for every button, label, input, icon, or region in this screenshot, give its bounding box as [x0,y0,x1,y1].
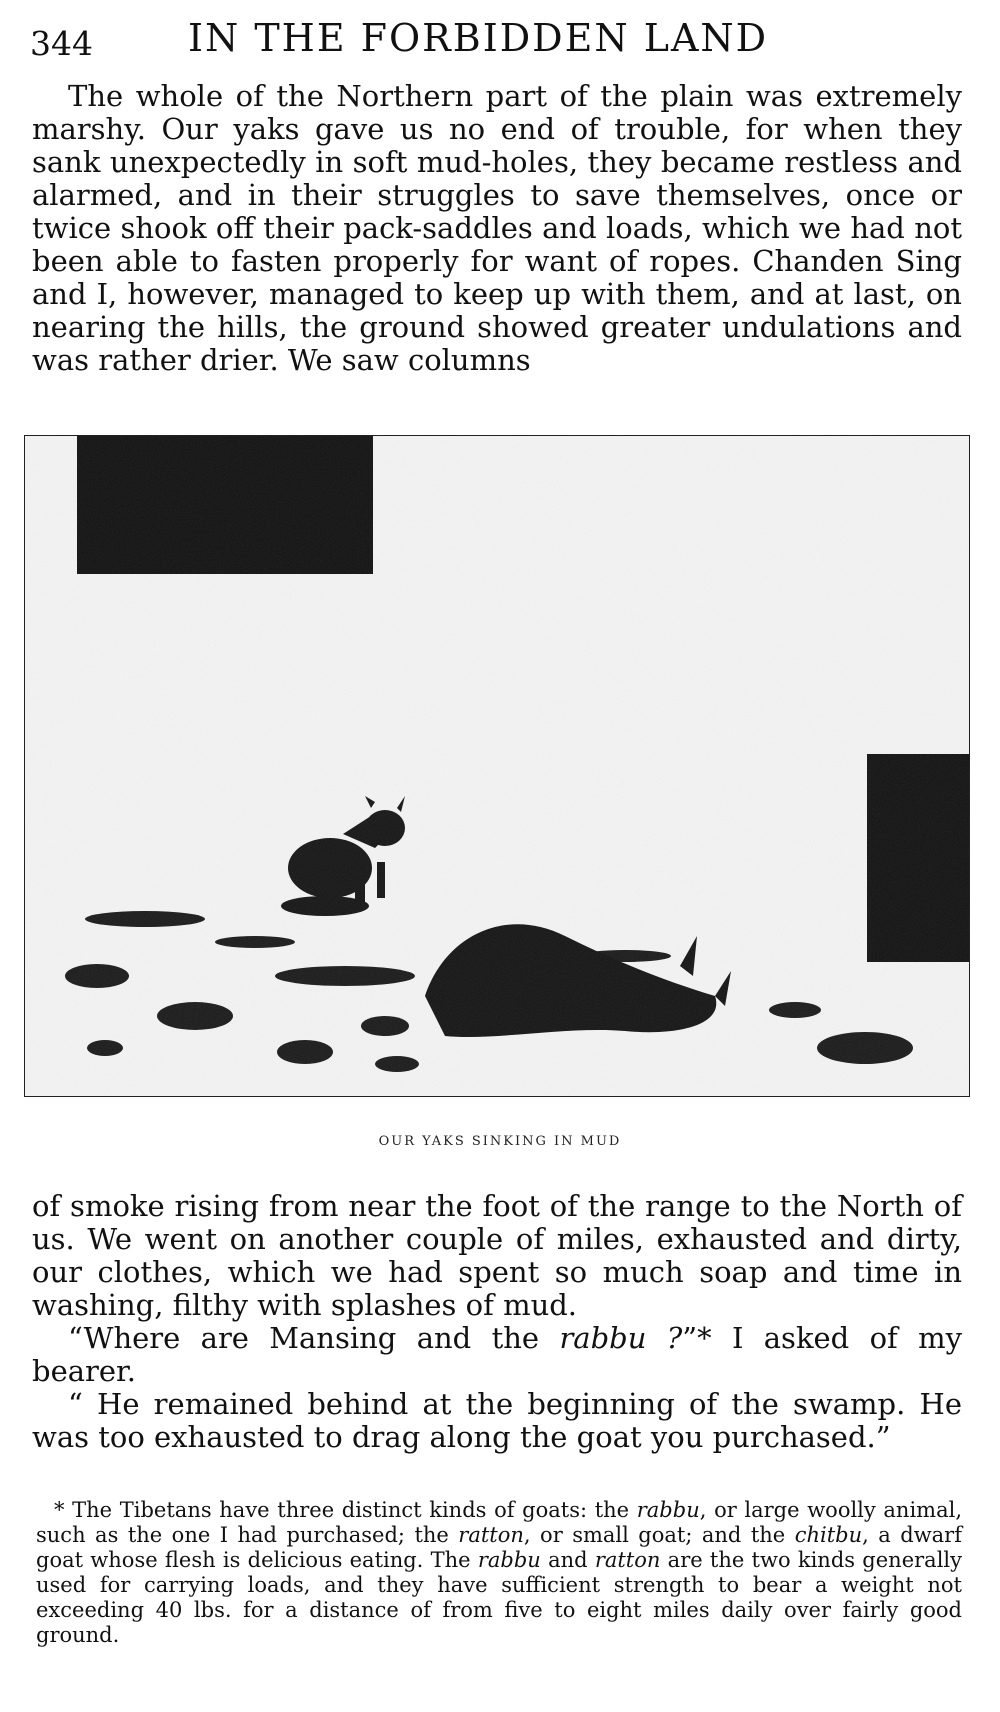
footnote-part-6: are the two kinds generally used for carrying loads, and they have sufficient strength to bear a weight not exceeding 40 lbs. for a distance of from five to eight miles daily over fairly good ground. [36,1548,962,1647]
body-text-bottom [32,1190,962,1454]
footnote-term-rabbu: rabbu [636,1498,700,1522]
footnote-part-4: , a dwarf goat whose flesh is delicious eating. The [36,1523,962,1572]
photo-grain [25,436,969,1096]
footnote-part-3: , or small goat; and the [523,1523,795,1547]
footnote-paragraph [36,1498,962,1648]
photograph-yaks-in-mud [24,435,970,1097]
footnote-term-chitbu: chitbu [794,1523,863,1547]
photograph-illustration [25,436,969,1096]
paragraph-marsh: The whole of the Northern part of the plain was extremely marshy. Our yaks gave us no end of trouble, for when they sank unexpectedly in soft mud-holes, they became restless and alarmed, and in their struggles to save themselves, once or twice shook off their pack-saddles and loads, which we had not been able to fasten properly for want of ropes. Chanden Sing and I, however, managed to keep up with them, and at last, on nearing the hills, the ground showed greater undulations and was rather drier. We saw columns [32,79,962,377]
running-title: IN THE FORBIDDEN LAND [188,16,769,60]
paragraph-answer: “ He remained behind at the beginning of the swamp. He was too exhausted to drag along the goat you purchased.” [32,1387,962,1454]
question-text-after: ”* I asked of my bearer. [32,1321,963,1388]
page-number: 344 [30,24,93,63]
question-text-before: “Where are Mansing and the [68,1321,560,1355]
page-header [30,14,970,70]
footnote-part-5: and [540,1548,595,1572]
footnote-term-rabbu-2: rabbu [477,1548,541,1572]
footnote-term-ratton: ratton [458,1523,524,1547]
question-term-rabbu: rabbu ? [559,1321,683,1355]
body-text-top [32,80,962,377]
paragraph-smoke: of smoke rising from near the foot of the range to the North of us. We went on another couple of miles, exhausted and dirty, our clothes, which we had spent so much soap and time in washing, filthy with splashes of mud. [32,1189,962,1322]
figure-caption: OUR YAKS SINKING IN MUD [378,1134,622,1149]
paragraph-question [32,1322,962,1388]
footnote-part-2: , or large woolly animal, such as the one I had purchased; the [36,1498,962,1547]
footnote [36,1498,962,1648]
footnote-term-ratton-2: ratton [594,1548,661,1572]
footnote-part-1: * The Tibetans have three distinct kinds of goats: the [54,1498,637,1522]
